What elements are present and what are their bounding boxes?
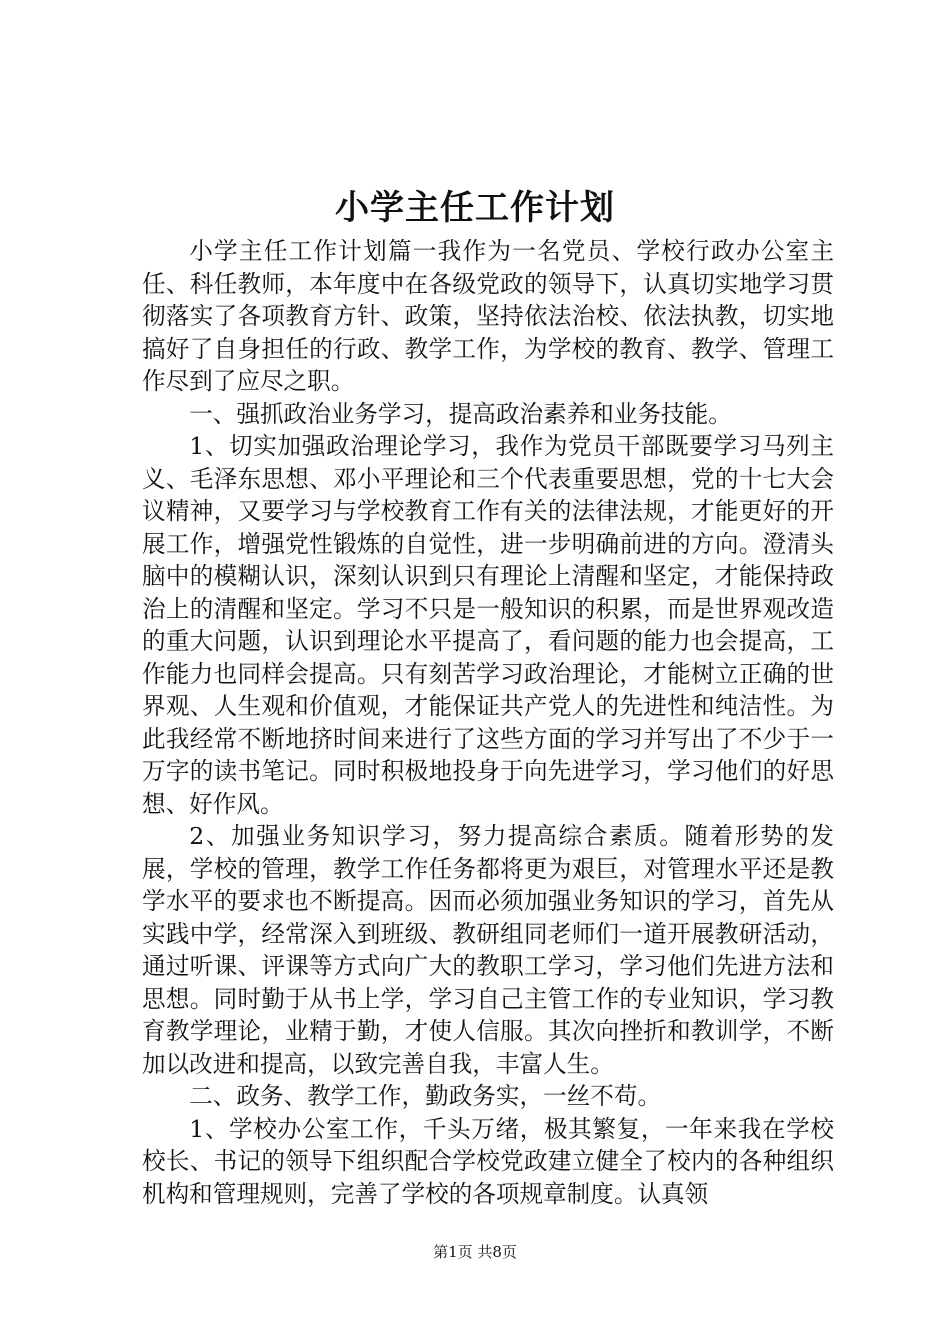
section-heading-2: 二、政务、教学工作，勤政务实，一丝不苟。: [189, 1082, 662, 1110]
page-footer: 第1页 共8页: [433, 1243, 517, 1261]
paragraph-item-1-1: 1、切实加强政治理论学习，我作为党员干部既要学习马列主义、毛泽东思想、邓小平理论和三个代表重要思想，党的十七大会议精神，又要学习与学校教育工作有关的法律法规，才能更好的开展工作，增强党性锻炼的自觉性，进一步明确前进的方向。澄清头脑中的模糊认识，深刻认识到只有理论上清醒和坚定，才能保持政治上的清醒和坚定。学习不只是一般知识的积累，而是世界观改造的重大问题，认识到理论水平提高了，看问题的能力也会提高，工作能力也同样会提高。只有刻苦学习政治理论，才能树立正确的世界观、人生观和价值观，才能保证共产党人的先进性和纯洁性。为此我经常不断地挤时间来进行了这些方面的学习并写出了不少于一万字的读书笔记。同时积极地投身于向先进学习，学习他们的好思想、好作风。: [142, 432, 834, 818]
document-body: [142, 235, 834, 1210]
paragraph-item-2-1: 1、学校办公室工作，千头万绪，极其繁复，一年来我在学校校长、书记的领导下组织配合学校党政建立健全了校内的各种组织机构和管理规则，完善了学校的各项规章制度。认真领: [142, 1114, 834, 1208]
section-heading-1: 一、强抓政治业务学习，提高政治素养和业务技能。: [189, 399, 732, 428]
paragraph-item-1-2: 2、加强业务知识学习，努力提高综合素质。随着形势的发展，学校的管理，教学工作任务都将更为艰巨，对管理水平还是教学水平的要求也不断提高。因而必须加强业务知识的学习，首先从实践中学，经常深入到班级、教研组同老师们一道开展教研活动，通过听课、评课等方式向广大的教职工学习，学习他们先进方法和思想。同时勤于从书上学，学习自己主管工作的专业知识，学习教育教学理论，业精于勤，才使人信服。其次向挫折和教训学，不断加以改进和提高，以致完善自我，丰富人生。: [142, 822, 834, 1078]
paragraph-intro: 小学主任工作计划篇一我作为一名党员、学校行政办公室主任、科任教师，本年度中在各级党政的领导下，认真切实地学习贯彻落实了各项教育方针、政策，坚持依法治校、依法执教，切实地搞好了自身担任的行政、教学工作，为学校的教育、教学、管理工作尽到了应尽之职。: [142, 237, 834, 395]
document-title: 小学主任工作计划: [335, 188, 615, 228]
